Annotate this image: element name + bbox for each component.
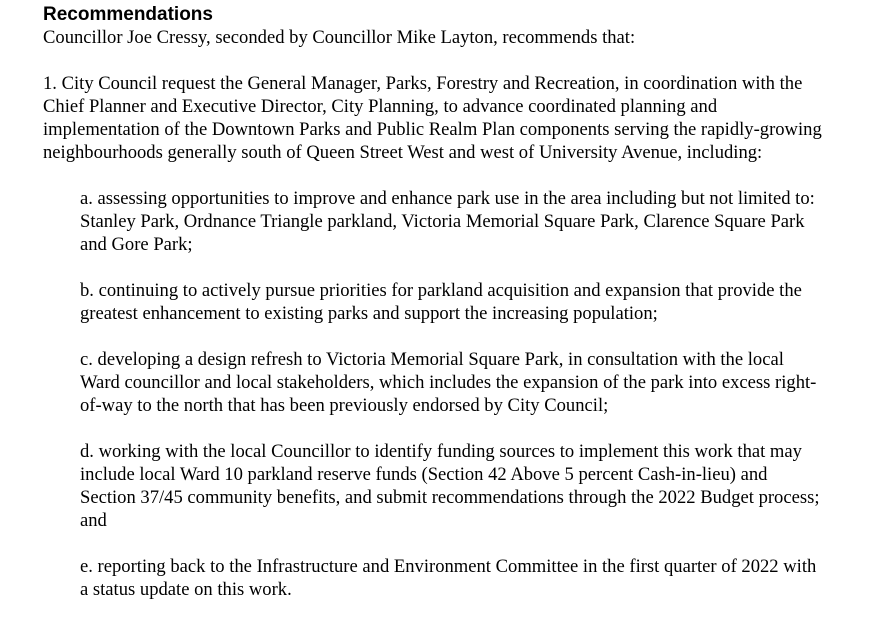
sub-item-a: a. assessing opportunities to improve and enhance park use in the area including but not limited to: Stanley Park, Ordnance Triangle parkland, Victoria Memorial Square Park, Clarence Square Park and Gore Park; — [80, 188, 815, 255]
sub-item-c: c. developing a design refresh to Victoria Memorial Square Park, in consultation with the local Ward councillor and local stakeholders, which includes the expansion of the park into excess right-of-way to the north that has been previously endorsed by City Council; — [80, 349, 817, 416]
sub-item-e: e. reporting back to the Infrastructure and Environment Committee in the first quarter of 2022 with a status update on this work. — [80, 556, 817, 600]
document-page — [43, 4, 883, 601]
sub-item-d: d. working with the local Councillor to identify funding sources to implement this work that may include local Ward 10 parkland reserve funds (Section 42 Above 5 percent Cash-in-lieu) and Section 37/45 community benefits, and submit recommendations through the 2022 Budget process; and — [80, 441, 820, 531]
motion-intro: Councillor Joe Cressy, seconded by Councillor Mike Layton, recommends that: — [43, 27, 636, 48]
recommendation-item-1: 1. City Council request the General Manager, Parks, Forestry and Recreation, in coordination with the Chief Planner and Executive Director, City Planning, to advance coordinated planning and implementation of the Downtown Parks and Public Realm Plan components serving the rapidly-growing neighbourhoods generally south of Queen Street West and west of University Avenue, including: — [43, 73, 822, 163]
section-heading: Recommendations — [43, 4, 213, 25]
sub-item-b: b. continuing to actively pursue priorities for parkland acquisition and expansion that provide the greatest enhancement to existing parks and support the increasing population; — [80, 280, 802, 324]
